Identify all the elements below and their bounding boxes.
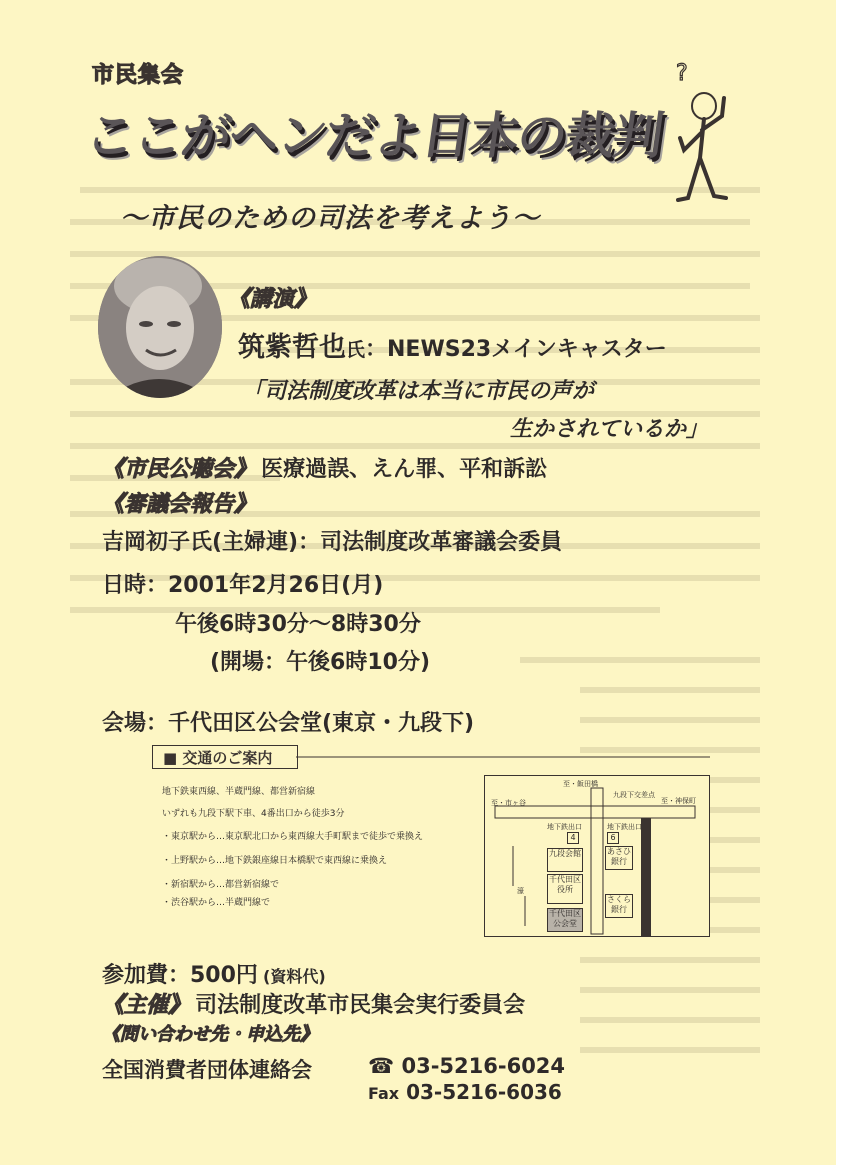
phone-icon: ☎	[368, 1054, 395, 1078]
chiyoda-public-hall: 千代田区公会堂	[547, 908, 583, 932]
access-guide-header: ■ 交通のご案内	[152, 745, 298, 769]
asahi-bank: あさひ銀行	[605, 846, 633, 870]
thinking-figure-icon	[662, 58, 752, 208]
speaker-honorific: 氏	[346, 339, 366, 361]
fee-line	[102, 958, 326, 989]
organizer-heading: 《主催》	[102, 993, 191, 1018]
lecture-title-line1: 「司法制度改革は本当に市民の声が	[242, 379, 595, 404]
sakura-bank: さくら銀行	[605, 894, 633, 918]
venue: 会場：千代田区公会堂(東京・九段下)	[102, 711, 475, 736]
fee: 参加費：500円	[102, 963, 258, 988]
contact-phone-line	[368, 1054, 565, 1078]
access-line: ・渋谷駅から…半蔵門線で	[162, 898, 271, 908]
organizer-line	[102, 988, 525, 1019]
kudan-govt-building: 九段会館	[547, 848, 583, 872]
event-title: ここがヘンだよ日本の裁判	[81, 107, 666, 165]
organizer: 司法制度改革市民集会実行委員会	[195, 993, 526, 1018]
svg-text:?: ?	[676, 61, 688, 86]
map-label: 至・市ヶ谷	[491, 799, 526, 807]
map-label: 至・神保町	[661, 797, 696, 805]
map-label: 九段下交差点	[613, 791, 655, 799]
access-line: ・新宿駅から…都営新宿線で	[162, 880, 280, 890]
access-line: いずれも九段下駅下車、4番出口から徒歩3分	[162, 809, 345, 819]
access-line: 地下鉄東西線、半蔵門線、都営新宿線	[162, 787, 316, 797]
event-time: 午後6時30分〜8時30分	[175, 612, 421, 637]
fax-label: Fax	[368, 1084, 400, 1103]
access-line: ・上野駅から…地下鉄銀座線日本橋駅で東西線に乗換え	[162, 856, 388, 866]
fee-note: (資料代)	[263, 967, 326, 986]
speaker-line	[238, 325, 667, 364]
map-label: 地下鉄出口	[607, 823, 642, 831]
hearing-line	[102, 452, 547, 483]
access-guide-rule	[296, 756, 710, 758]
council-report-speaker: 吉岡初子氏(主婦連)：司法制度改革審議会委員	[102, 530, 563, 555]
lecture-title-line2: 生かされているか」	[510, 417, 709, 442]
event-kicker: 市民集会	[92, 63, 185, 88]
hearing-heading: 《市民公聴会》	[102, 457, 257, 482]
contact-organization: 全国消費者団体連絡会	[102, 1058, 312, 1082]
contact-fax: 03-5216-6036	[406, 1080, 562, 1104]
map-label: 地下鉄出口	[547, 823, 582, 831]
venue-map	[484, 775, 710, 937]
contact-phone: 03-5216-6024	[401, 1054, 566, 1078]
doors-open: (開場：午後6時10分)	[210, 650, 431, 675]
speaker-role: ：NEWS23メインキャスター	[365, 337, 667, 362]
contact-fax-line	[368, 1080, 562, 1104]
exit-4-marker: 4	[567, 832, 579, 844]
hearing-topics: 医療過誤、えん罪、平和訴訟	[261, 457, 548, 482]
chiyoda-ward-office: 千代田区役所	[547, 874, 583, 904]
contact-heading: 《問い合わせ先・申込先》	[102, 1024, 318, 1045]
council-report-heading: 《審議会報告》	[102, 492, 257, 517]
lecture-heading: 《講演》	[228, 287, 317, 312]
speaker-photo	[98, 256, 222, 398]
map-label: 濠	[517, 887, 524, 895]
exit-6-marker: 6	[607, 832, 619, 844]
map-label: 至・飯田橋	[563, 780, 598, 788]
access-line: ・東京駅から…東京駅北口から東西線大手町駅まで徒歩で乗換え	[162, 832, 424, 842]
event-date: 日時：2001年2月26日(月)	[102, 573, 384, 598]
speaker-name: 筑紫哲也	[238, 332, 346, 363]
event-subtitle: 〜市民のための司法を考えよう〜	[120, 203, 540, 234]
